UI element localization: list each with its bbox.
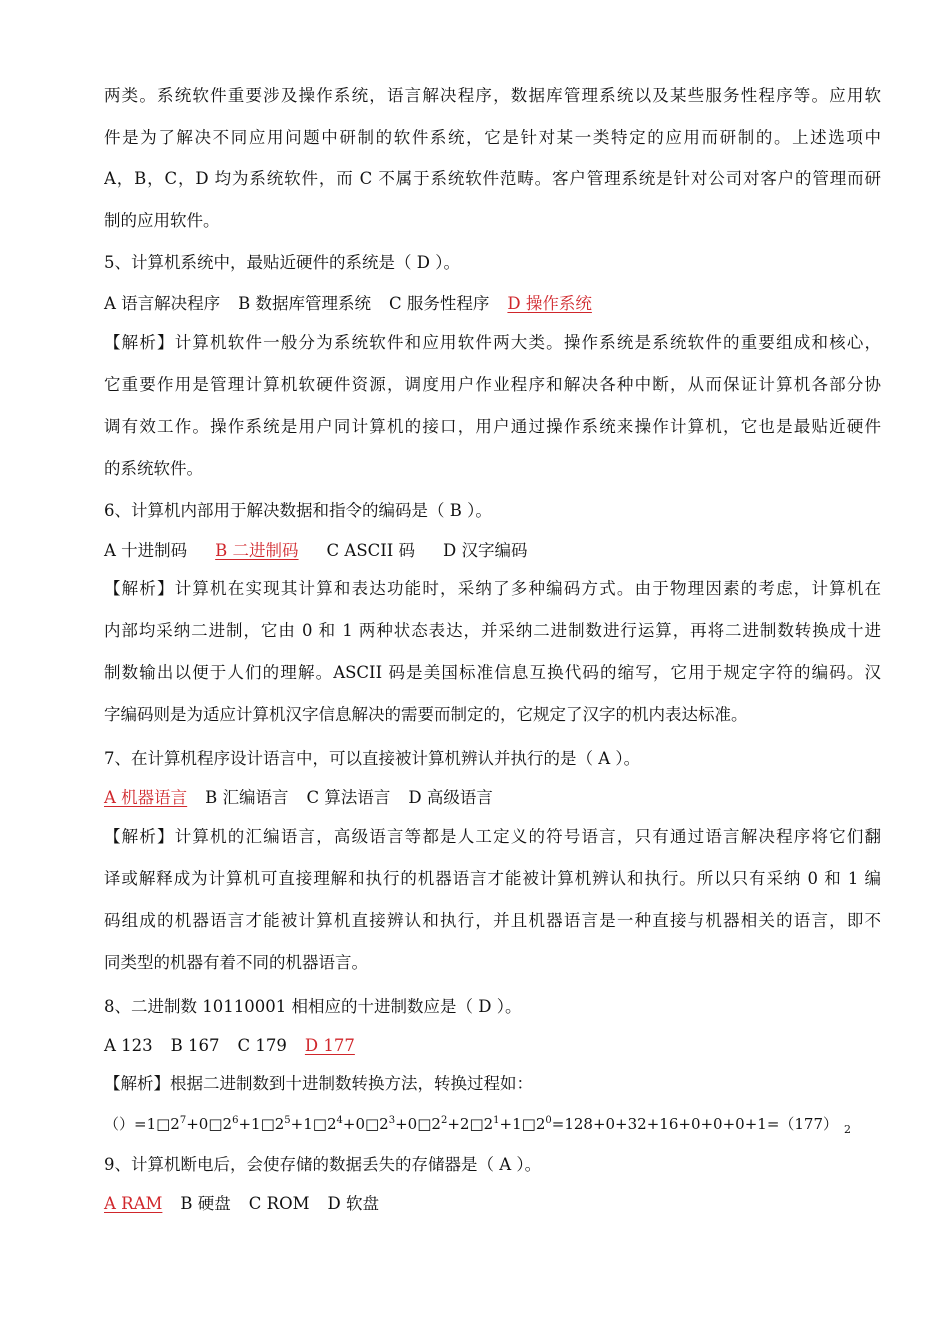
analysis-line: 【解析】计算机的汇编语言，高级语言等都是人工定义的符号语言，只有通过语言解决程序将它们翻 [104,827,881,846]
option-a-answer: A RAM [104,1194,163,1213]
option-d-answer: D 177 [304,1036,355,1055]
analysis-line: 内部均采纳二进制，它由 0 和 1 两种状态表达，并采纳二进制数进行运算，再将二进制数转换成十进 [104,621,881,640]
option-a: A 语言解决程序 [104,294,221,313]
paragraph-line: 件是为了解决不同应用问题中研制的软件系统，它是针对某一类特定的应用而研制的。上述选项中 [104,128,881,147]
question-7: 7、在计算机程序设计语言中，可以直接被计算机辨认并执行的是（ A ）。 [104,749,641,768]
analysis-line: 制数输出以便于人们的理解。ASCII 码是美国标准信息互换代码的缩写，它用于规定字符的编码。汉 [104,663,881,682]
analysis-line: 调有效工作。操作系统是用户同计算机的接口，用户通过操作系统来操作计算机，它也是最贴近硬件 [104,417,881,436]
question-9: 9、计算机断电后，会使存储的数据丢失的存储器是（ A ）。 [104,1155,542,1174]
question-8-options [104,1035,373,1057]
question-5-options [104,293,610,315]
option-b: B 硬盘 [180,1194,231,1213]
analysis-line: 的系统软件。 [104,459,203,478]
option-c: C ROM [248,1194,310,1213]
option-a: A 123 [104,1036,153,1055]
question-6-options [104,540,546,562]
option-b: B 数据库管理系统 [238,294,372,313]
conversion-formula: $()=1□2^7+0□2^6+1□2^5+1□2^4+0□2^3+0□2^2+2□2^1+1□2^0=128+0+32+16+0+0+0+1=(177)$ $_2$ [104,1115,852,1136]
analysis-line: 同类型的机器有着不同的机器语言。 [104,953,368,972]
analysis-line: 它重要作用是管理计算机软硬件资源，调度用户作业程序和解决各种中断，从而保证计算机各部分协 [104,375,881,394]
question-7-options [104,787,511,809]
option-c: C ASCII 码 [326,541,416,560]
option-a-answer: A 机器语言 [104,788,188,807]
option-b: B 汇编语言 [205,788,289,807]
question-5: 5、计算机系统中，最贴近硬件的系统是（ D ）。 [104,253,460,272]
option-d: D 汉字编码 [443,541,528,560]
option-b: B 167 [170,1036,220,1055]
option-d: D 高级语言 [408,788,493,807]
analysis-line: 字编码则是为适应计算机汉字信息解决的需要而制定的，它规定了汉字的机内表达标准。 [104,705,748,724]
option-d-answer: D 操作系统 [507,294,592,313]
option-c: C 179 [237,1036,287,1055]
option-c: C 算法语言 [306,788,391,807]
analysis-line: 【解析】计算机软件一般分为系统软件和应用软件两大类。操作系统是系统软件的重要组成和核心， [104,333,881,352]
paragraph-line: 制的应用软件。 [104,211,220,230]
question-8: 8、二进制数 10110001 相相应的十进制数应是（ D ）。 [104,997,522,1016]
paragraph-line: 两类。系统软件重要涉及操作系统，语言解决程序，数据库管理系统以及某些服务性程序等。应用软 [104,86,881,105]
option-b-answer: B 二进制码 [215,541,299,560]
question-6: 6、计算机内部用于解决数据和指令的编码是（ B ）。 [104,501,492,520]
analysis-line: 【解析】计算机在实现其计算和表达功能时，采纳了多种编码方式。由于物理因素的考虑，计算机在 [104,579,881,598]
option-a: A 十进制码 [104,541,188,560]
analysis-line: 译或解释成为计算机可直接理解和执行的机器语言才能被计算机辨认和执行。所以只有采纳 0 和 1 编 [104,869,881,888]
question-9-options [104,1193,397,1215]
paragraph-line: A，B，C，D 均为系统软件，而 C 不属于系统软件范畴。客户管理系统是针对公司对客户的管理而研 [104,169,881,188]
option-c: C 服务性程序 [389,294,490,313]
analysis-line: 码组成的机器语言才能被计算机直接辨认和执行，并且机器语言是一种直接与机器相关的语言，即不 [104,911,881,930]
option-d: D 软盘 [327,1194,379,1213]
analysis-line: 【解析】根据二进制数到十进制数转换方法，转换过程如： [104,1074,533,1093]
